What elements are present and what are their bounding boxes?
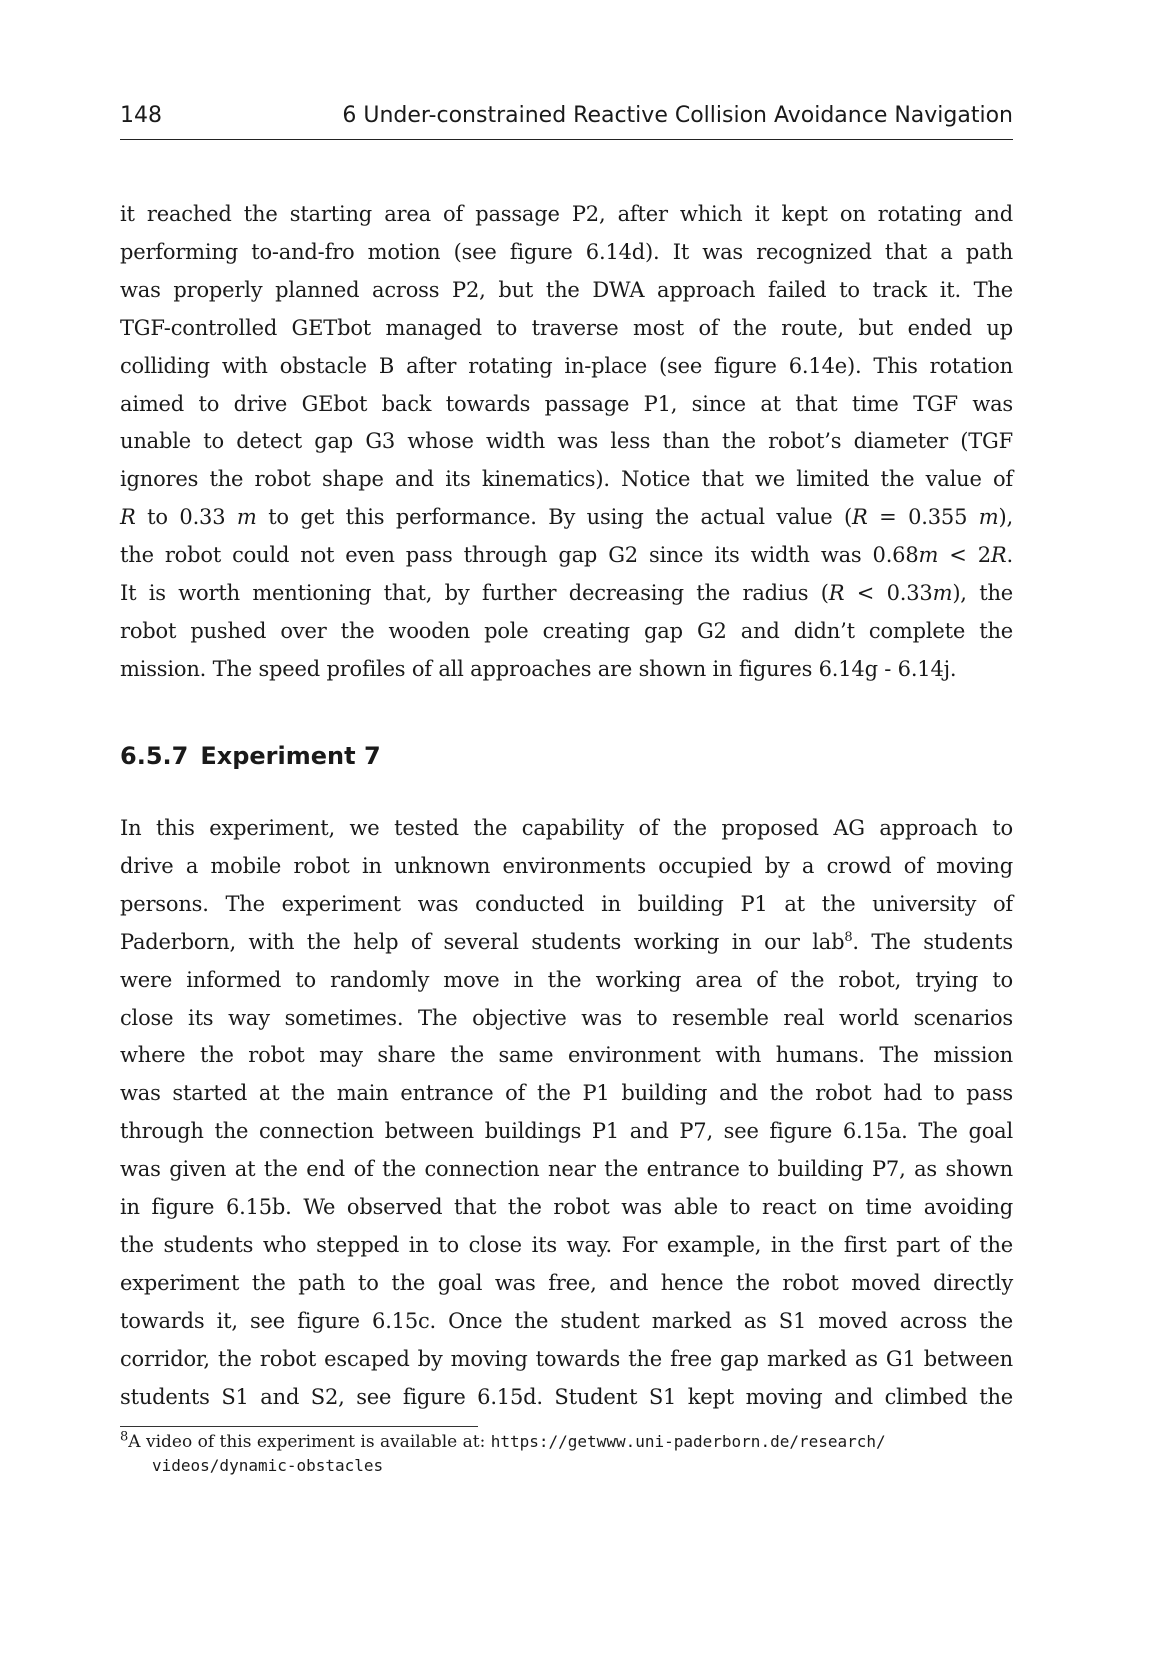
text-line: students S1 and S2, see figure 6.15d. Student S1 kept moving and climbed the bbox=[120, 1384, 1013, 1409]
text-line: mission. The speed profiles of all approaches are shown in figures 6.14g - 6.14j. bbox=[120, 656, 957, 681]
text-fragment: < 0.33 bbox=[844, 581, 933, 606]
text-line: TGF-controlled GETbot managed to traverse most of the route, but ended up bbox=[120, 315, 1013, 340]
text-line: performing to-and-fro motion (see figure 6.14d). It was recognized that a path bbox=[120, 239, 1013, 264]
footnote-url-link[interactable]: https://getwww.uni-paderborn.de/research/ bbox=[490, 1432, 886, 1451]
text-line-math bbox=[120, 537, 1013, 575]
footnote-line bbox=[120, 1454, 1013, 1478]
text-line: was properly planned across P2, but the DWA approach failed to track it. The bbox=[120, 277, 1013, 302]
text-fragment: Paderborn, with the help of several students working in our lab bbox=[120, 929, 845, 954]
text-line: it reached the starting area of passage P2, after which it kept on rotating and bbox=[120, 202, 1013, 226]
text-line: through the connection between buildings P1 and P7, see figure 6.15a. The goal bbox=[120, 1119, 1013, 1144]
math-unit: m bbox=[918, 543, 939, 568]
text-line: ignores the robot shape and its kinematics). Notice that we limited the value of bbox=[120, 467, 1013, 492]
math-unit: m bbox=[236, 505, 257, 530]
running-title: 6 Under-constrained Reactive Collision Avoidance Navigation bbox=[342, 103, 1013, 128]
section-title-text: Experiment 7 bbox=[200, 742, 381, 770]
text-fragment: to get this performance. By using the actual value ( bbox=[256, 505, 852, 530]
footnote-text: A video of this experiment is available at: bbox=[128, 1432, 491, 1452]
text-line: was started at the main entrance of the P1 building and the robot had to pass bbox=[120, 1081, 1013, 1106]
text-line: drive a mobile robot in unknown environments occupied by a crowd of moving bbox=[120, 853, 1013, 878]
text-line: corridor, the robot escaped by moving towards the free gap marked as G1 between bbox=[120, 1346, 1013, 1371]
text-fragment: ), the bbox=[952, 581, 1013, 606]
paragraph-continuation bbox=[120, 196, 1013, 689]
math-symbol: R bbox=[828, 581, 845, 606]
text-line: aimed to drive GEbot back towards passage P1, since at that time TGF was bbox=[120, 391, 1013, 416]
text-line: robot pushed over the wooden pole creating gap G2 and didn’t complete the bbox=[120, 618, 1013, 643]
footnote-line bbox=[120, 1430, 1013, 1454]
text-line-math bbox=[120, 575, 1013, 613]
text-fragment: to 0.33 bbox=[135, 505, 237, 530]
text-fragment: . bbox=[1006, 543, 1013, 568]
text-line-footnote-ref bbox=[120, 924, 1013, 962]
text-line: close its way sometimes. The objective was to resemble real world scenarios bbox=[120, 1005, 1013, 1030]
text-line: the students who stepped in to close its way. For example, in the first part of the bbox=[120, 1232, 1013, 1257]
text-fragment: ), bbox=[998, 505, 1013, 530]
footnote bbox=[120, 1430, 1013, 1478]
text-fragment: = 0.355 bbox=[867, 505, 979, 530]
page-header bbox=[120, 103, 1013, 140]
math-unit: m bbox=[932, 581, 953, 606]
text-fragment: < 2 bbox=[938, 543, 991, 568]
text-line: persons. The experiment was conducted in building P1 at the university of bbox=[120, 891, 1013, 916]
footnote-url-link[interactable]: videos/dynamic-obstacles bbox=[152, 1456, 384, 1475]
text-line: In this experiment, we tested the capability of the proposed AG approach to bbox=[120, 816, 1013, 840]
text-line: were informed to randomly move in the working area of the robot, trying to bbox=[120, 967, 1013, 992]
text-line: was given at the end of the connection near the entrance to building P7, as shown bbox=[120, 1157, 1013, 1182]
math-symbol: R bbox=[990, 543, 1007, 568]
page-number: 148 bbox=[120, 103, 162, 128]
math-unit: m bbox=[978, 505, 999, 530]
paragraph-experiment-7 bbox=[120, 810, 1013, 1417]
text-fragment: . The students bbox=[852, 929, 1013, 954]
footnote-number: 8 bbox=[120, 1429, 129, 1445]
text-line: where the robot may share the same environment with humans. The mission bbox=[120, 1043, 1013, 1068]
text-line: experiment the path to the goal was free, and hence the robot moved directly bbox=[120, 1270, 1013, 1295]
text-fragment: the robot could not even pass through gap G2 since its width was 0.68 bbox=[120, 543, 919, 568]
section-heading bbox=[120, 742, 381, 770]
section-number: 6.5.7 bbox=[120, 742, 189, 770]
math-symbol: R bbox=[120, 505, 136, 530]
text-line-math bbox=[120, 499, 1013, 537]
text-line: towards it, see figure 6.15c. Once the student marked as S1 moved across the bbox=[120, 1308, 1013, 1333]
text-fragment: It is worth mentioning that, by further decreasing the radius ( bbox=[120, 581, 829, 606]
text-line: in figure 6.15b. We observed that the robot was able to react on time avoiding bbox=[120, 1195, 1013, 1220]
footnote-divider bbox=[120, 1426, 478, 1427]
math-symbol: R bbox=[852, 505, 868, 530]
text-line: unable to detect gap G3 whose width was less than the robot’s diameter (TGF bbox=[120, 429, 1013, 454]
text-line: colliding with obstacle B after rotating in-place (see figure 6.14e). This rotation bbox=[120, 353, 1013, 378]
footnote-marker[interactable]: 8 bbox=[844, 929, 853, 945]
